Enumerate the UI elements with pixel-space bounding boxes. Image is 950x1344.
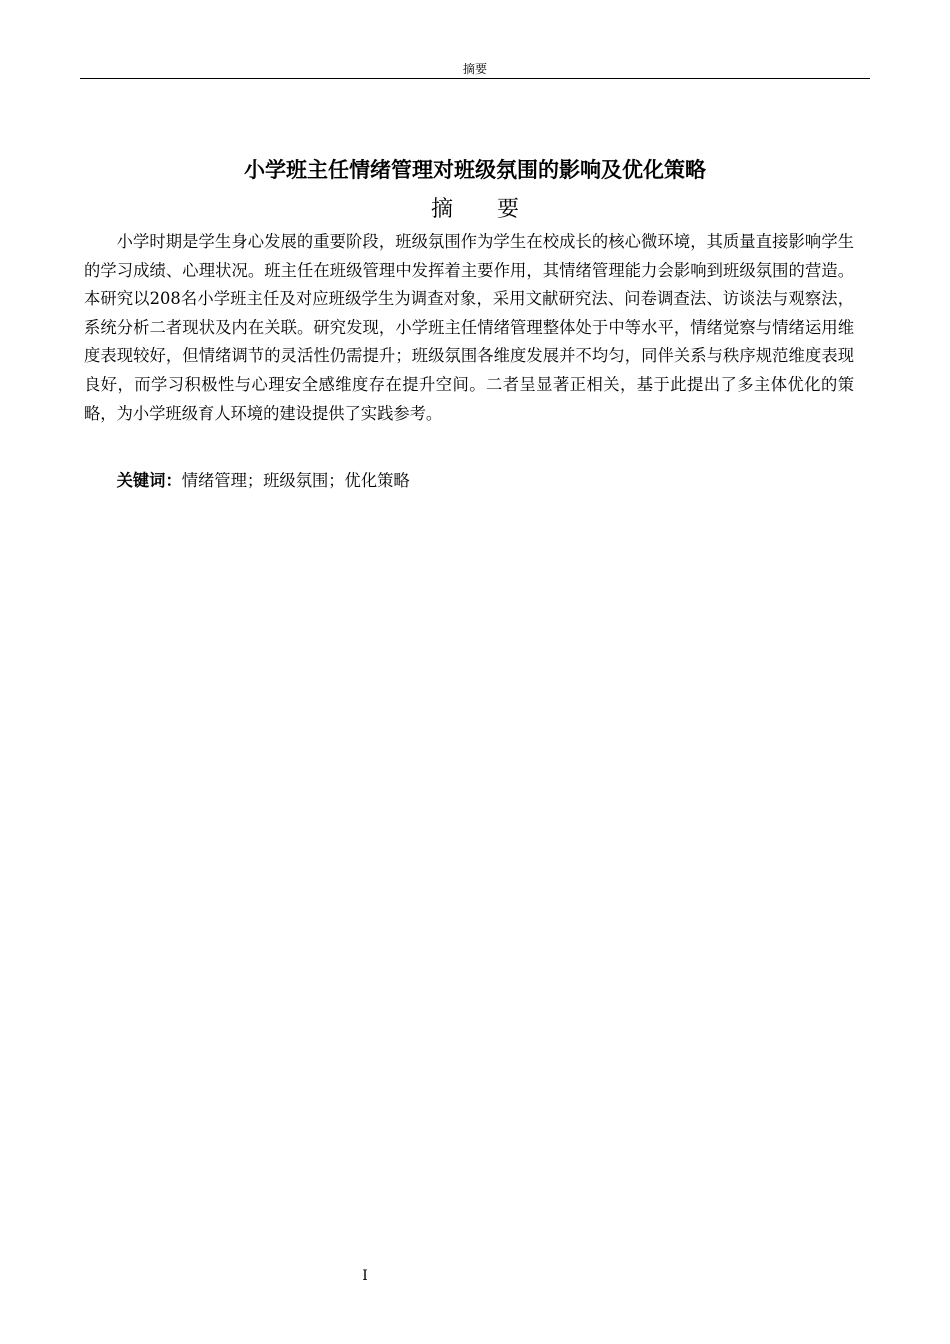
page-number: I (362, 1268, 368, 1284)
header-rule (80, 78, 870, 79)
keywords-text: 情绪管理；班级氛围；优化策略 (181, 471, 410, 490)
keywords-label: 关键词： (116, 471, 182, 490)
abstract-heading-first: 摘 (430, 197, 453, 222)
abstract-heading-second: 要 (497, 197, 520, 222)
running-header: 摘要 (462, 62, 487, 76)
abstract-body: 小学时期是学生身心发展的重要阶段，班级氛围作为学生在校成长的核心微环境，其质量直接影响学生的学习成绩、心理状况。班主任在班级管理中发挥着主要作用，其情绪管理能力会影响到班级氛围的营造。本研究以208名小学班主任及对应班级学生为调查对象，采用文献研究法、问卷调查法、访谈法与观察法，系统分析二者现状及内在关联。研究发现，小学班主任情绪管理整体处于中等水平，情绪觉察与情绪运用维度表现较好，但情绪调节的灵活性仍需提升；班级氛围各维度发展并不均匀，同伴关系与秩序规范维度表现良好，而学习积极性与心理安全感维度存在提升空间。二者呈显著正相关，基于此提出了多主体优化的策略，为小学班级育人环境的建设提供了实践参考。 (84, 232, 854, 423)
paper-title: 小学班主任情绪管理对班级氛围的影响及优化策略 (244, 158, 706, 182)
abstract-heading (80, 192, 870, 228)
keywords (84, 467, 854, 495)
